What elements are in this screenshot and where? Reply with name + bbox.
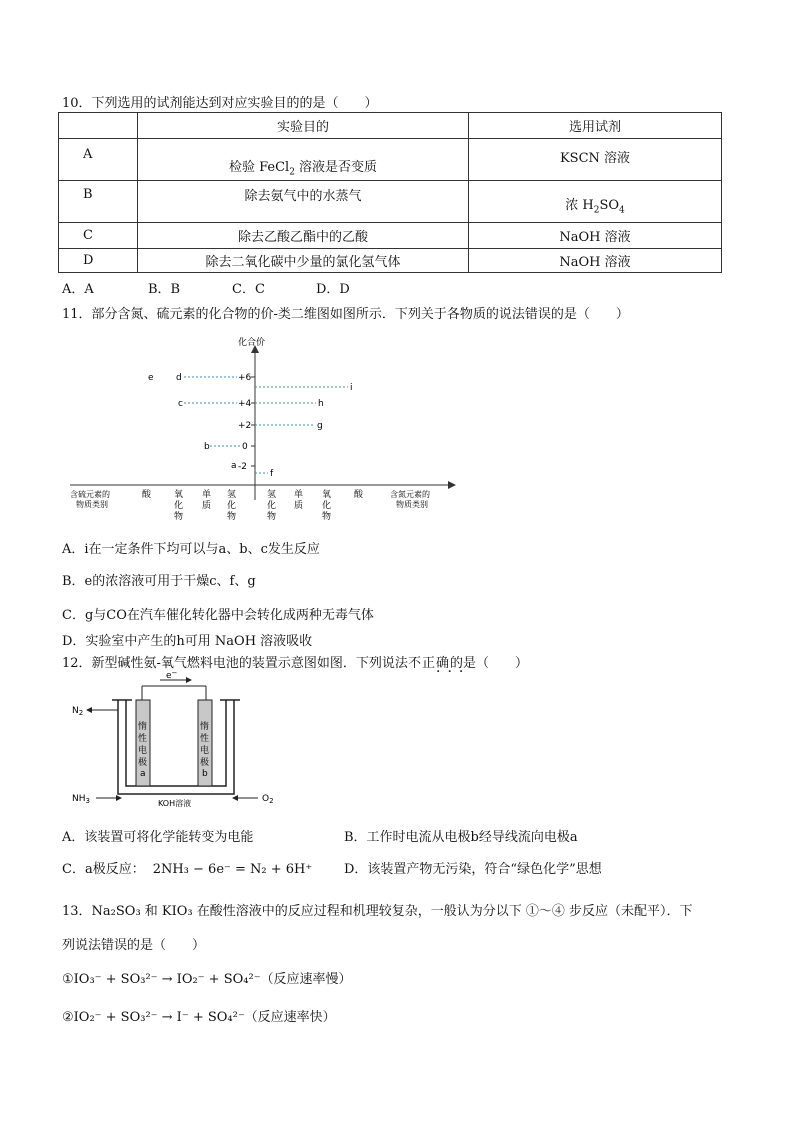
svg-text:化: 化 [174, 501, 184, 511]
o2-label: $O_2$ [262, 794, 274, 805]
tick-label: -2 [238, 462, 247, 472]
category-hydride-n: 氢 [267, 490, 277, 500]
svg-text:性: 性 [200, 734, 210, 744]
q10-option-b: B．B [148, 282, 181, 297]
point-d: d [176, 373, 182, 383]
q12-option-a: A．该装置可将化学能转变为电能 [62, 830, 254, 845]
svg-text:物: 物 [174, 512, 184, 522]
q12-option-c: C．a极反应： 2NH₃ − 6e⁻ = N₂ + 6H⁺ [62, 862, 313, 877]
table-header-row [59, 113, 722, 139]
q13-step-2: ②IO₂⁻ + SO₃²⁻ → I⁻ + SO₄²⁻（反应速率快） [62, 1010, 336, 1025]
category-element-n: 单 [294, 490, 304, 500]
cell-container [118, 700, 234, 794]
tick-label: 0 [242, 442, 248, 452]
category-oxide-n: 氧 [322, 490, 332, 500]
point-g: g [317, 421, 323, 431]
svg-text:电: 电 [138, 746, 148, 756]
reaction-equation: 2NH₃ − 6e⁻ = N₂ + 6H⁺ [152, 862, 313, 877]
n2-label: $N_2$ [72, 706, 84, 717]
right-axis-label: 物质类别 [396, 500, 428, 509]
emphasis-dots: ··· [436, 664, 471, 680]
header-goal: 实验目的 [138, 113, 469, 139]
q13-stem-line1: 13．Na₂SO₃ 和 KIO₃ 在酸性溶液中的反应过程和机理较复杂，一般认为分以下 ①～④ 步反应（未配平）．下 [62, 904, 693, 919]
svg-text:a: a [140, 769, 146, 779]
category-oxide-s: 氧 [174, 490, 184, 500]
right-axis-label: 含氮元素的 [390, 490, 430, 499]
svg-text:物: 物 [267, 512, 277, 522]
tick-label: +4 [238, 399, 252, 409]
row-letter: A [59, 139, 138, 181]
point-h: h [318, 399, 324, 409]
row-goal: 除去二氧化碳中少量的氯化氢气体 [138, 249, 469, 273]
svg-text:化: 化 [227, 501, 237, 511]
category-acid-n: 酸 [354, 490, 364, 500]
svg-text:化: 化 [267, 501, 277, 511]
svg-text:质: 质 [202, 501, 212, 511]
row-reagent: KSCN 溶液 [469, 139, 722, 181]
row-reagent: 浓 $H_2SO_4$ [469, 181, 722, 223]
svg-text:物: 物 [322, 512, 332, 522]
q10-option-d: D．D [316, 282, 350, 297]
point-c: c [178, 399, 183, 409]
point-a: a [231, 461, 237, 471]
q11-option-b: B．e的浓溶液可用于干燥c、f、g [62, 574, 256, 589]
electron-label: e− [166, 672, 178, 681]
nh3-label: $NH_3$ [72, 794, 90, 805]
row-letter: D [59, 249, 138, 273]
y-axis-title: 化合价 [238, 338, 266, 348]
q13-step-1: ①IO₃⁻ + SO₃²⁻ → IO₂⁻ + SO₄²⁻（反应速率慢） [62, 972, 352, 987]
electrode-b-label: 惰 [200, 722, 210, 732]
emphasis-text: 不正确 [407, 656, 450, 671]
category-hydride-s: 氢 [227, 490, 237, 500]
row-reagent: NaOH 溶液 [469, 223, 722, 249]
row-letter: C [59, 223, 138, 249]
svg-text:极: 极 [200, 758, 210, 768]
q11-option-c: C．g与CO在汽车催化转化器中会转化成两种无毒气体 [62, 608, 374, 623]
table-row [59, 181, 722, 223]
category-element-s: 单 [202, 490, 212, 500]
left-axis-label: 物质类别 [76, 500, 108, 509]
table-row [59, 139, 722, 181]
q12-option-d: D．该装置产物无污染，符合“绿色化学”思想 [344, 862, 602, 877]
svg-text:质: 质 [294, 501, 304, 511]
valence-class-diagram [60, 335, 460, 530]
row-letter: B [59, 181, 138, 223]
header-blank [59, 113, 138, 139]
row-goal: 除去氨气中的水蒸气 [138, 181, 469, 223]
tick-label: +2 [238, 421, 252, 431]
row-goal: 检验 FeCl$_2$ 溶液是否变质 [138, 139, 469, 181]
header-reagent: 选用试剂 [469, 113, 722, 139]
svg-text:电: 电 [200, 746, 210, 756]
left-axis-label: 含硫元素的 [70, 490, 110, 499]
q11-option-d: D．实验室中产生的h可用 NaOH 溶液吸收 [62, 634, 313, 649]
category-acid-s: 酸 [142, 490, 152, 500]
point-i: i [350, 383, 353, 393]
q12-stem: 12．新型碱性氨-氧气燃料电池的装置示意图如图．下列说法不正确的是（ ） [62, 656, 528, 671]
q11-stem: 11．部分含氮、硫元素的化合物的价-类二维图如图所示．下列关于各物质的说法错误的是（ ） [62, 307, 629, 322]
x-axis-arrow [448, 481, 456, 489]
electrolyte-label: KOH溶液 [158, 799, 192, 808]
svg-text:物: 物 [227, 512, 237, 522]
q10-table [58, 112, 722, 273]
svg-text:极: 极 [138, 758, 148, 768]
q10-stem: 10．下列选用的试剂能达到对应实验目的的是（ ） [62, 96, 378, 111]
svg-text:化: 化 [322, 501, 332, 511]
point-e: e [148, 373, 154, 383]
q10-option-c: C．C [232, 282, 265, 297]
row-reagent: NaOH 溶液 [469, 249, 722, 273]
row-goal: 除去乙酸乙酯中的乙酸 [138, 223, 469, 249]
q10-option-a: A．A [62, 282, 94, 297]
q11-option-a: A．i在一定条件下均可以与a、b、c发生反应 [62, 542, 320, 557]
electrode-a-label: 惰 [138, 722, 148, 732]
point-f: f [270, 469, 274, 479]
table-row [59, 223, 722, 249]
q12-option-b: B．工作时电流从电极b经导线流向电极a [344, 830, 578, 845]
tick-label: +6 [238, 373, 252, 383]
svg-text:性: 性 [138, 734, 148, 744]
table-row [59, 249, 722, 273]
svg-text:b: b [202, 769, 208, 779]
point-b: b [204, 442, 210, 452]
fuel-cell-diagram [68, 672, 288, 822]
q13-stem-line2: 列说法错误的是（ ） [62, 938, 206, 953]
